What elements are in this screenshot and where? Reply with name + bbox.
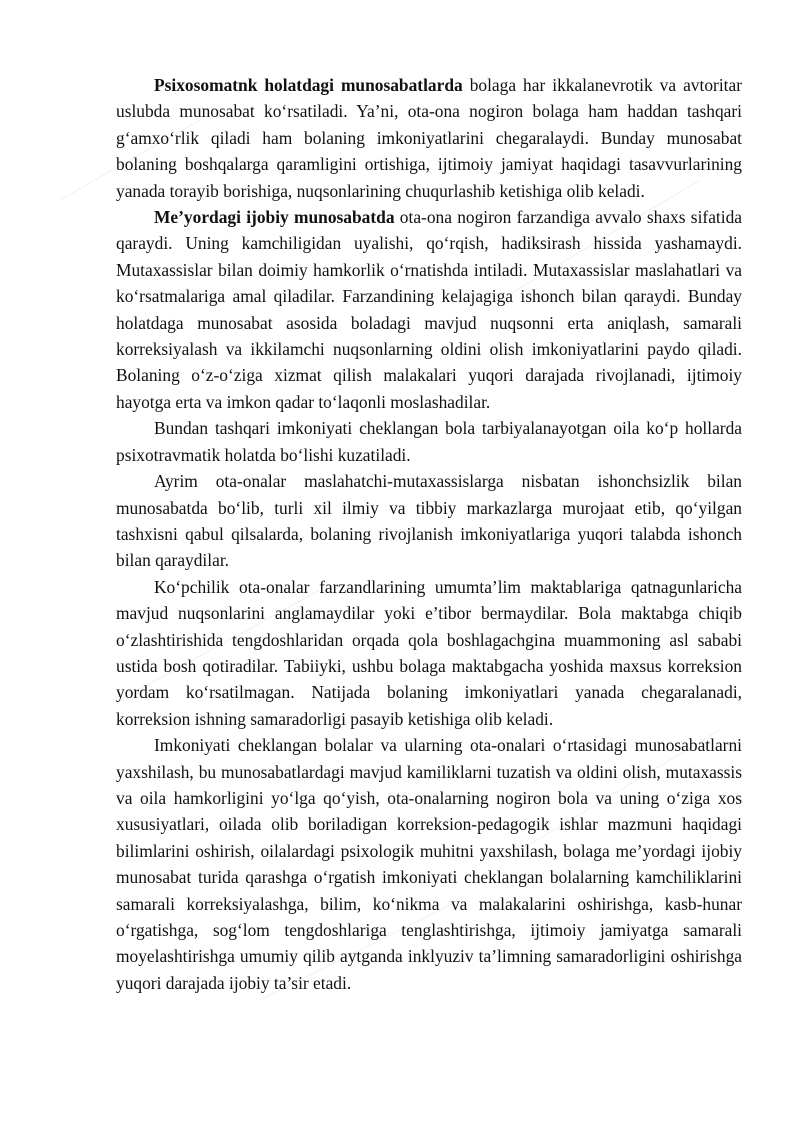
paragraph-lead: Me’yordagi ijobiy munosabatda	[154, 207, 395, 228]
paragraph-bundan-tashqari	[116, 415, 742, 468]
paragraph-text: Bundan tashqari imkoniyati cheklangan bola tarbiyalanayotgan oila ko‘p hollarda psixotravmatik holatda bo‘lishi kuzatiladi.	[116, 418, 742, 465]
paragraph-imkoniyati-cheklangan	[116, 732, 742, 996]
paragraph-lead: Psixosomatnk holatdagi munosabatlarda	[154, 75, 463, 95]
paragraph-text: Ayrim ota-onalar maslahatchi-mutaxassislarga nisbatan ishonchsizlik bilan munosabatda bo‘lib, turli xil ilmiy va tibbiy markazlarga murojaat etib, qo‘yilgan tashxisni qabul qilsalarda, bolaning rivojlanish imkoniyatlariga yuqori talabda ishonch bilan qaraydilar.	[116, 471, 742, 571]
paragraph-text: bolaga har ikkalanevrotik va avtoritar uslubda munosabat ko‘rsatiladi. Ya’ni, ota-ona nogiron bolaga ham haddan tashqari g‘amxo‘rlik qiladi ham bolaning imkoniyatlarini chegaralaydi. Bunday munosabat bolaning boshqalarga qaramligini ortishiga, ijtimoiy jamiyat haqidagi tasavvurlarining yanada torayib borishiga, nuqsonlarining chuqurlashib ketishiga olib keladi.	[116, 75, 742, 201]
paragraph-ayrim-ota-onalar	[116, 468, 742, 574]
paragraph-text: ota-ona nogiron farzandiga avvalo shaxs sifatida qaraydi. Uning kamchiligidan uyalishi, qo‘rqish, hadiksirash hissida yashamaydi. Mutaxassislar bilan doimiy hamkorlik o‘rnatishda intiladi. Mutaxassislar maslahatlari va ko‘rsatmalariga amal qiladilar. Farzandining kelajagiga ishonch bilan qaraydi. Bunday holatdaga munosabat asosida boladagi mavjud nuqsonni erta aniqlash, samarali korreksiyalash va ikkilamchi nuqsonlarning oldini olish imkoniyatlarini paydo qiladi. Bolaning o‘z-o‘ziga xizmat qilish malakalari yuqori darajada rivojlanadi, ijtimoiy hayotga erta va imkon qadar to‘laqonli moslashadilar.	[116, 207, 742, 412]
paragraph-meyordagi	[116, 204, 742, 415]
document-page	[116, 72, 742, 996]
paragraph-kopchilik	[116, 574, 742, 732]
paragraph-text: Imkoniyati cheklangan bolalar va ularning ota-onalari o‘rtasidagi munosabatlarni yaxshilash, bu munosabatlardagi mavjud kamiliklarni tuzatish va oldini olish, mutaxassis va oila hamkorligini yo‘lga qo‘yish, ota-onalarning nogiron bola va uning o‘ziga xos xususiyatlari, oilada olib boriladigan korreksion-pedagogik ishlar mazmuni haqidagi bilimlarini oshirish, oilalardagi psixologik muhitni yaxshilash, bolaga me’yordagi ijobiy munosabat turida qarashga o‘rgatish imkoniyati cheklangan bolalarning kamchiliklarini samarali korreksiyalashga, bilim, ko‘nikma va malakalarini oshirishga, kasb-hunar o‘rgatishga, sog‘lom tengdoshlariga tenglashtirishga, ijtimoiy jamiyatga samarali moyelashtirishga umumiy qilib aytganda inklyuziv ta’limning samaradorligini oshirishga yuqori darajada ijobiy ta’sir etadi.	[116, 735, 742, 993]
paragraph-text: Ko‘pchilik ota-onalar farzandlarining umumta’lim maktablariga qatnagunlaricha mavjud nuqsonlarini anglamaydilar yoki e’tibor bermaydilar. Bola maktabga chiqib o‘zlashtirishida tengdoshlaridan orqada qola boshlagachgina muammoning asl sababi ustida bosh qotiradilar. Tabiiyki, ushbu bolaga maktabgacha yoshida maxsus korreksion yordam ko‘rsatilmagan. Natijada bolaning imkoniyatlari yanada chegaralanadi, korreksion ishning samaradorligi pasayib ketishiga olib keladi.	[116, 576, 742, 729]
paragraph-psixosomatik	[116, 72, 742, 204]
